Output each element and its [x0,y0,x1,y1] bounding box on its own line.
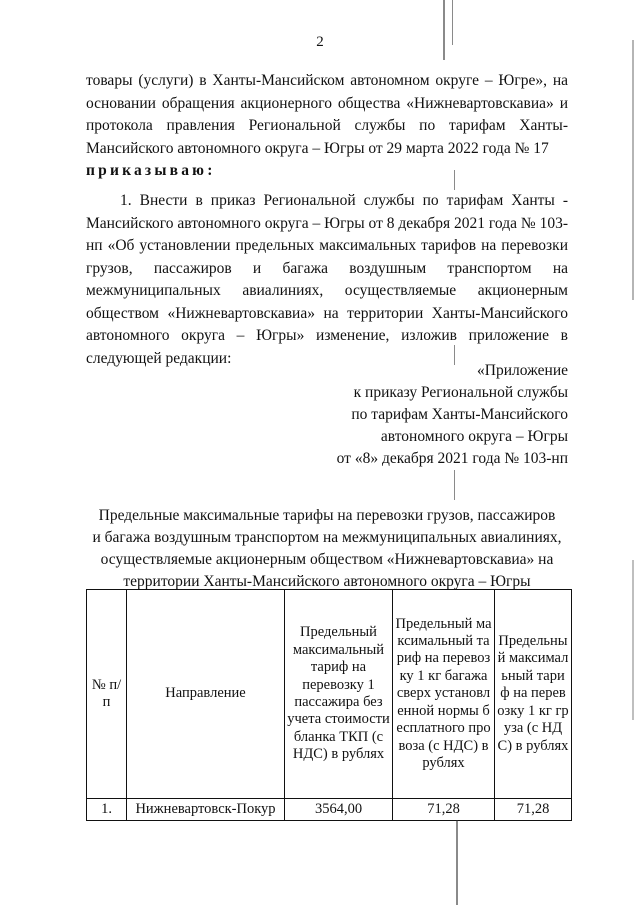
scan-artifact-line [443,0,445,60]
scan-artifact-line [454,345,455,365]
appendix-line: к приказу Региональной службы [353,384,568,401]
scan-artifact-line [632,40,634,300]
appendix-line: «Приложение [477,362,568,379]
table-title [86,505,568,593]
order-word: приказываю: [86,162,216,179]
header-baggage-tariff: Предельный максимальный тариф на перевозку 1 кг багажа сверх установленной нормы бесплатного провоза (с НДС) в рублях [393,590,495,799]
table-title-line: и багажа воздушным транспортом на межмуниципальных авиалиниях, [92,529,562,546]
appendix-line: автономного округа – Югры [380,428,568,445]
header-cargo-tariff: Предельный максимальный тариф на перевозку 1 кг груза (с НДС) в рублях [495,590,572,799]
intro-paragraph-text: товары (услуги) в Ханты-Мансийском автономном округе – Югре», на основании обращения акционерного общества «Нижневартовскавиа» и протокола правления Региональной службы по тарифам Ханты-Мансийского автономного округа – Югры от 29 марта 2022 года № 17 [86,72,568,157]
scan-artifact-line [632,560,634,720]
table-title-line: территории Ханты-Мансийского автономного округа – Югры [123,573,531,590]
appendix-line: от «8» декабря 2021 года № 103-нп [336,450,568,467]
cell-number: 1. [87,799,127,821]
header-number: № п/п [87,590,127,799]
table-title-line: осуществляемые акционерным обществом «Нижневартовскавиа» на [100,551,554,568]
header-passenger-tariff: Предельный максимальный тариф на перевозку 1 пассажира без учета стоимости бланка ТКП (с НДС) в рублях [285,590,393,799]
cell-baggage-tariff: 71,28 [393,799,495,821]
scan-artifact-line [456,820,458,905]
cell-direction: Нижневартовск-Покур [127,799,285,821]
header-direction: Направление [127,590,285,799]
appendix-header [337,360,568,470]
intro-paragraph [86,70,568,183]
scan-artifact-line [452,0,453,45]
table-title-line: Предельные максимальные тарифы на перевозки грузов, пассажиров [98,507,556,524]
cell-passenger-tariff: 3564,00 [285,799,393,821]
tariff-table [86,589,572,821]
table-row [87,799,572,821]
amendment-paragraph: 1. Внести в приказ Региональной службы по тарифам Ханты - Мансийского автономного округа – Югры от 8 декабря 2021 года № 103-нп «Об установлении предельных максимальных тарифов на перевозки грузов, пассажиров и багажа воздушным транспортом на межмуниципальных авиалиниях, осуществляемые акционерным обществом «Нижневартовскавиа» на территории Ханты-Мансийского автономного округа – Югры» изменение, изложив приложение в следующей редакции: [86,192,568,367]
scan-artifact-line [454,170,455,190]
scan-artifact-line [454,470,455,500]
page-number: 2 [316,34,324,50]
table-header-row [87,590,572,799]
appendix-line: по тарифам Ханты-Мансийского [351,406,568,423]
cell-cargo-tariff: 71,28 [495,799,572,821]
